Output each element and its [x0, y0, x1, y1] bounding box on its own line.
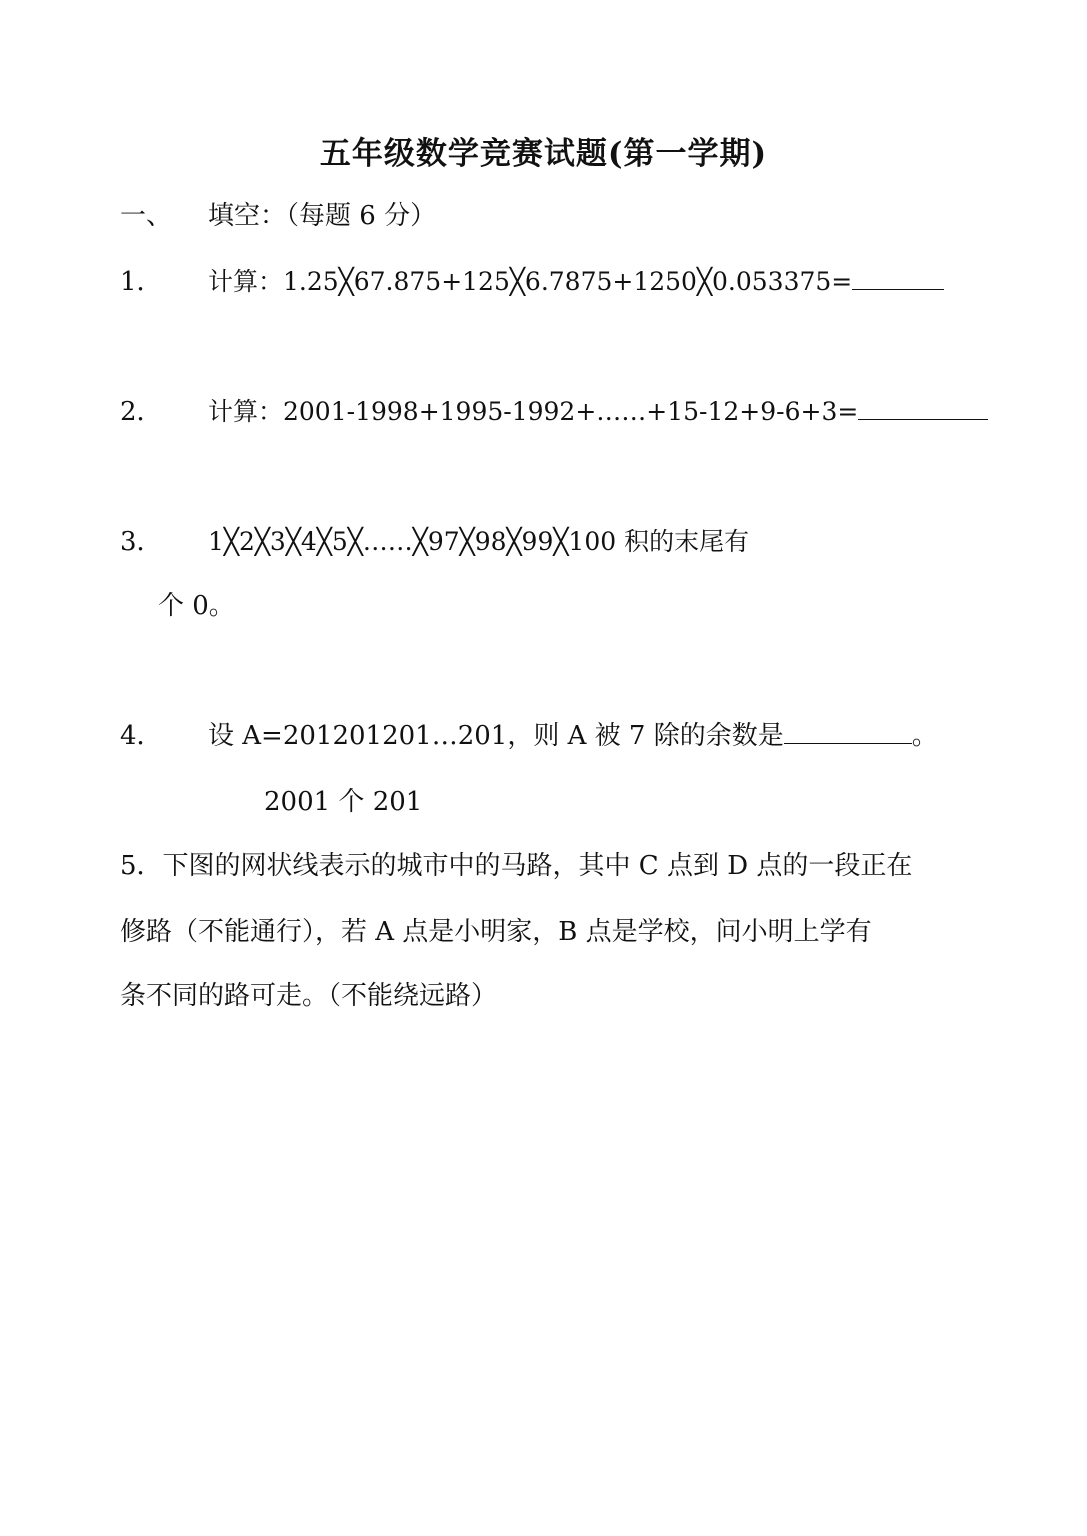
question-2-text: 计算：2001-1998+1995-1992+……+15-12+9-6+3=: [208, 397, 859, 426]
question-1-number: 1．: [120, 267, 163, 297]
question-1: [208, 264, 944, 300]
answer-blank-1: [852, 265, 944, 290]
section-label: 填空：（每题 6 分）: [208, 201, 437, 231]
answer-blank-2: [858, 395, 988, 420]
question-4: [208, 718, 938, 754]
question-5-text-line2: 修路（不能通行），若 A 点是小明家，B 点是学校，问小明上学有: [120, 917, 872, 947]
question-4-subnote: 2001 个 201: [264, 787, 423, 817]
question-3-text-line1: 1╳2╳3╳4╳5╳……╳97╳98╳99╳100 积的末尾有: [208, 527, 750, 556]
question-1-text: 计算：1.25╳67.875+125╳6.7875+1250╳0.053375=: [208, 267, 853, 296]
question-4-text: 设 A=201201201…201，则 A 被 7 除的余数是: [208, 721, 784, 751]
question-2-number: 2．: [120, 397, 163, 427]
question-4-suffix: 。: [911, 721, 938, 751]
section-number: 一、: [120, 201, 173, 231]
answer-blank-4: [784, 719, 912, 744]
question-2: [208, 394, 988, 430]
question-5-text-line3: 条不同的路可走。（不能绕远路）: [120, 981, 498, 1011]
question-4-number: 4．: [120, 721, 163, 751]
question-3-text-line2: 个 0。: [158, 591, 235, 621]
page-title: 五年级数学竞赛试题(第一学期): [319, 136, 768, 172]
question-5-text-line1: 5．下图的网状线表示的城市中的马路，其中 C 点到 D 点的一段正在: [120, 851, 913, 881]
question-3-number: 3．: [120, 527, 163, 557]
